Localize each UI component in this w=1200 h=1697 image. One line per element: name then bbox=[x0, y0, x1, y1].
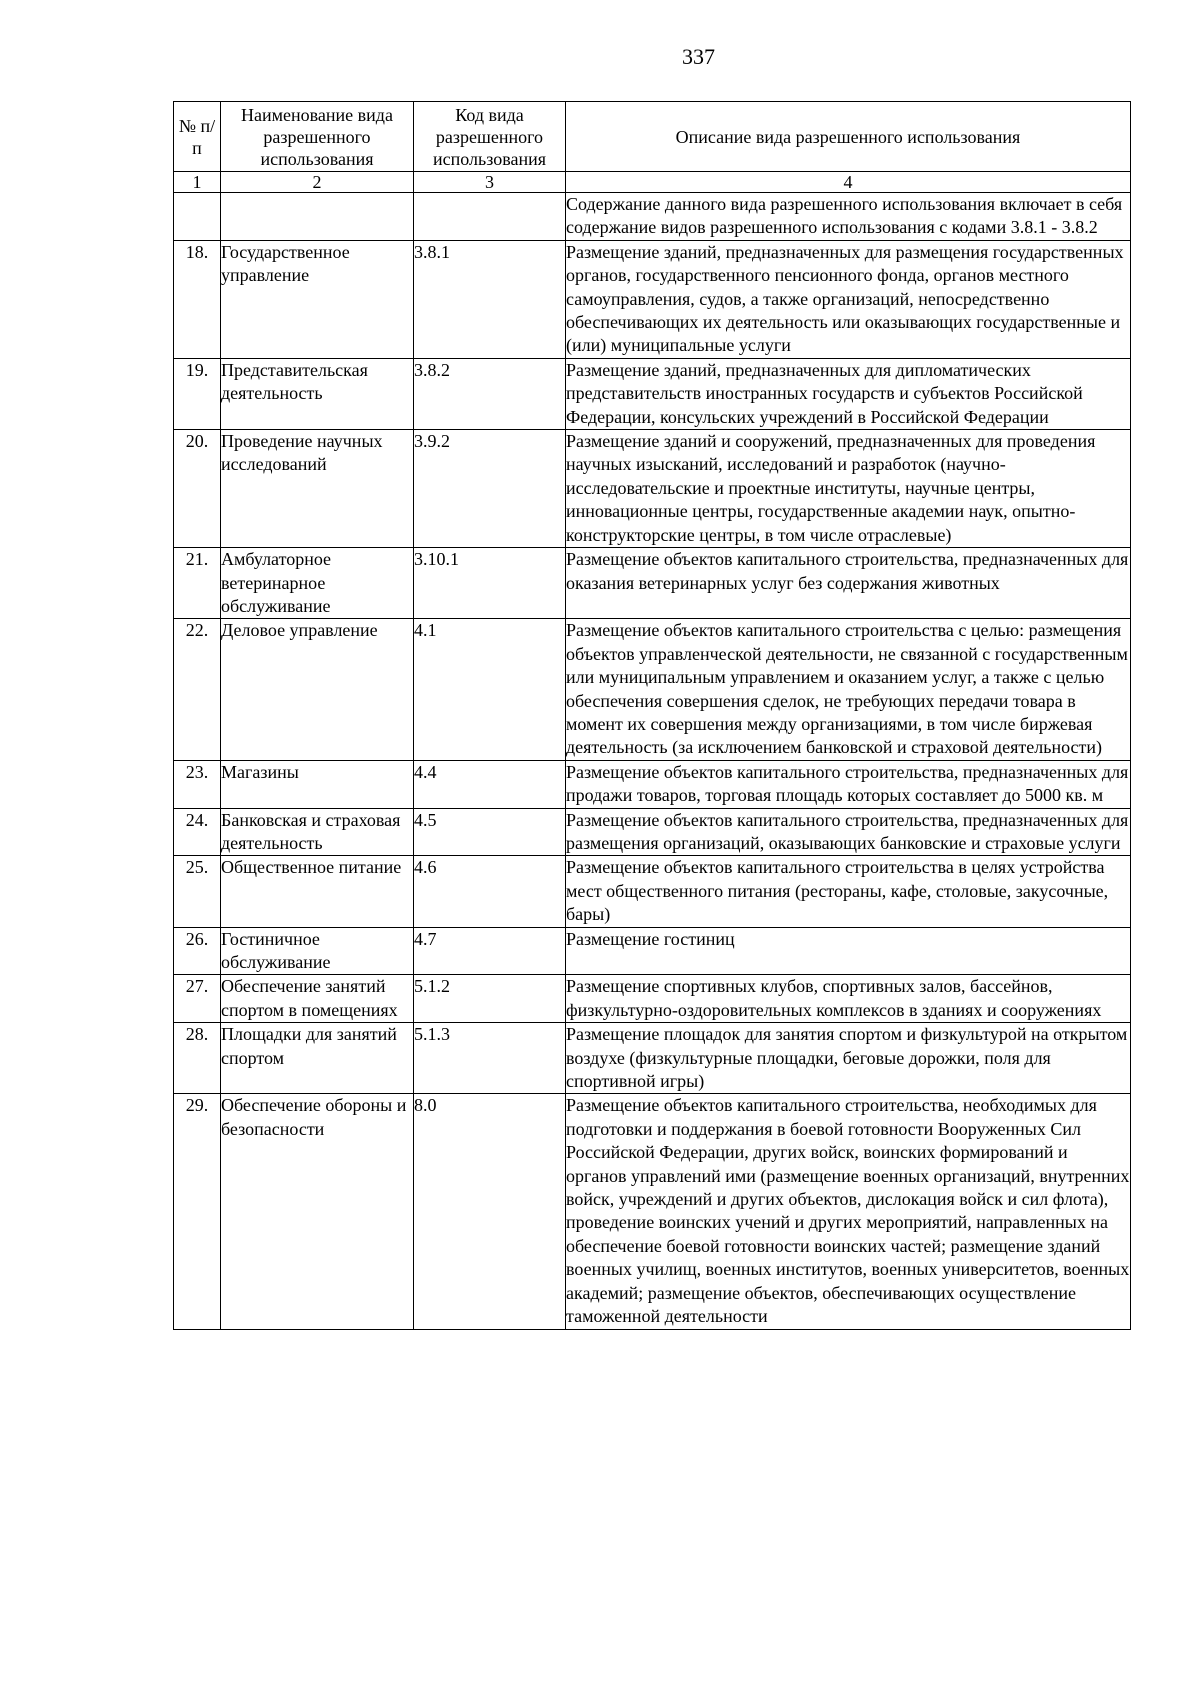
row-number: 21. bbox=[174, 548, 221, 619]
row-description: Размещение спортивных клубов, спортивных залов, бассейнов, физкультурно-оздоровительных комплексов в зданиях и сооружениях bbox=[566, 975, 1131, 1023]
column-number: 2 bbox=[221, 172, 414, 193]
row-code: 3.8.2 bbox=[414, 358, 566, 429]
table-row bbox=[174, 927, 1131, 975]
row-number: 24. bbox=[174, 808, 221, 856]
row-code: 8.0 bbox=[414, 1094, 566, 1329]
column-number: 1 bbox=[174, 172, 221, 193]
row-name: Гостиничное обслуживание bbox=[221, 927, 414, 975]
table-row bbox=[174, 430, 1131, 548]
row-number: 22. bbox=[174, 619, 221, 760]
column-number-row bbox=[174, 172, 1131, 193]
row-number: 20. bbox=[174, 430, 221, 548]
row-number: 23. bbox=[174, 760, 221, 808]
row-name: Общественное питание bbox=[221, 856, 414, 927]
row-name: Банковская и страховая деятельность bbox=[221, 808, 414, 856]
row-name: Магазины bbox=[221, 760, 414, 808]
row-number: 26. bbox=[174, 927, 221, 975]
row-name bbox=[221, 193, 414, 241]
row-name: Площадки для занятий спортом bbox=[221, 1023, 414, 1094]
table-row bbox=[174, 1023, 1131, 1094]
table-row bbox=[174, 358, 1131, 429]
row-code: 4.5 bbox=[414, 808, 566, 856]
row-code: 4.6 bbox=[414, 856, 566, 927]
row-code: 3.9.2 bbox=[414, 430, 566, 548]
table-row bbox=[174, 760, 1131, 808]
row-description: Размещение объектов капитального строительства, необходимых для подготовки и поддержания в боевой готовности Вооруженных Сил Российской Федерации, других войск, воинских формирований и органов управлений ими (размещение военных организаций, внутренних войск, учреждений и других объектов, дислокация войск и сил флота), проведение воинских учений и других мероприятий, направленных на обеспечение боевой готовности воинских частей; размещение зданий военных училищ, военных институтов, военных университетов, военных академий; размещение объектов, обеспечивающих осуществление таможенной деятельности bbox=[566, 1094, 1131, 1329]
header-num: № п/п bbox=[174, 102, 221, 172]
row-description: Размещение гостиниц bbox=[566, 927, 1131, 975]
row-code: 4.7 bbox=[414, 927, 566, 975]
row-name: Деловое управление bbox=[221, 619, 414, 760]
row-number: 19. bbox=[174, 358, 221, 429]
row-code: 5.1.3 bbox=[414, 1023, 566, 1094]
row-code: 4.4 bbox=[414, 760, 566, 808]
table-row bbox=[174, 975, 1131, 1023]
row-description: Размещение зданий и сооружений, предназначенных для проведения научных изысканий, исследований и разработок (научно-исследовательские и проектные институты, научные центры, инновационные центры, государственные академии наук, опытно-конструкторские центры, в том числе отраслевые) bbox=[566, 430, 1131, 548]
row-code: 3.8.1 bbox=[414, 240, 566, 358]
table-row bbox=[174, 856, 1131, 927]
row-number: 25. bbox=[174, 856, 221, 927]
row-description: Размещение зданий, предназначенных для дипломатических представительств иностранных государств и субъектов Российской Федерации, консульских учреждений в Российской Федерации bbox=[566, 358, 1131, 429]
column-number: 3 bbox=[414, 172, 566, 193]
land-use-table bbox=[173, 101, 1131, 1330]
row-number bbox=[174, 193, 221, 241]
row-number: 29. bbox=[174, 1094, 221, 1329]
header-desc: Описание вида разрешенного использования bbox=[566, 102, 1131, 172]
row-description: Размещение зданий, предназначенных для размещения государственных органов, государственного пенсионного фонда, органов местного самоуправления, судов, а также организаций, непосредственно обеспечивающих их деятельность или оказывающих государственные и (или) муниципальные услуги bbox=[566, 240, 1131, 358]
row-number: 27. bbox=[174, 975, 221, 1023]
table-row bbox=[174, 808, 1131, 856]
table-row bbox=[174, 240, 1131, 358]
row-code bbox=[414, 193, 566, 241]
page-number: 337 bbox=[682, 44, 715, 69]
row-name: Обеспечение занятий спортом в помещениях bbox=[221, 975, 414, 1023]
continuation-row bbox=[174, 193, 1131, 241]
table-row bbox=[174, 1094, 1131, 1329]
table-row bbox=[174, 548, 1131, 619]
header-row bbox=[174, 102, 1131, 172]
row-code: 5.1.2 bbox=[414, 975, 566, 1023]
row-description: Размещение площадок для занятия спортом и физкультурой на открытом воздухе (физкультурные площадки, беговые дорожки, поля для спортивной игры) bbox=[566, 1023, 1131, 1094]
row-description: Размещение объектов капитального строительства с целью: размещения объектов управленческой деятельности, не связанной с государственным или муниципальным управлением и оказанием услуг, а также с целью обеспечения совершения сделок, не требующих передачи товара в момент их совершения между организациями, в том числе биржевая деятельность (за исключением банковской и страховой деятельности) bbox=[566, 619, 1131, 760]
row-description: Размещение объектов капитального строительства, предназначенных для оказания ветеринарных услуг без содержания животных bbox=[566, 548, 1131, 619]
row-name: Государственное управление bbox=[221, 240, 414, 358]
row-code: 4.1 bbox=[414, 619, 566, 760]
row-number: 28. bbox=[174, 1023, 221, 1094]
continuation-description: Содержание данного вида разрешенного использования включает в себя содержание видов разрешенного использования с кодами 3.8.1 - 3.8.2 bbox=[566, 193, 1131, 241]
row-name: Амбулаторное ветеринарное обслуживание bbox=[221, 548, 414, 619]
row-description: Размещение объектов капитального строительства, предназначенных для продажи товаров, торговая площадь которых составляет до 5000 кв. м bbox=[566, 760, 1131, 808]
header-code: Код вида разрешенного использования bbox=[414, 102, 566, 172]
table-row bbox=[174, 619, 1131, 760]
header-name: Наименование вида разрешенного использования bbox=[221, 102, 414, 172]
row-number: 18. bbox=[174, 240, 221, 358]
row-name: Проведение научных исследований bbox=[221, 430, 414, 548]
row-description: Размещение объектов капитального строительства, предназначенных для размещения организаций, оказывающих банковские и страховые услуги bbox=[566, 808, 1131, 856]
column-number: 4 bbox=[566, 172, 1131, 193]
row-name: Обеспечение обороны и безопасности bbox=[221, 1094, 414, 1329]
row-description: Размещение объектов капитального строительства в целях устройства мест общественного питания (рестораны, кафе, столовые, закусочные, бары) bbox=[566, 856, 1131, 927]
row-code: 3.10.1 bbox=[414, 548, 566, 619]
row-name: Представительская деятельность bbox=[221, 358, 414, 429]
